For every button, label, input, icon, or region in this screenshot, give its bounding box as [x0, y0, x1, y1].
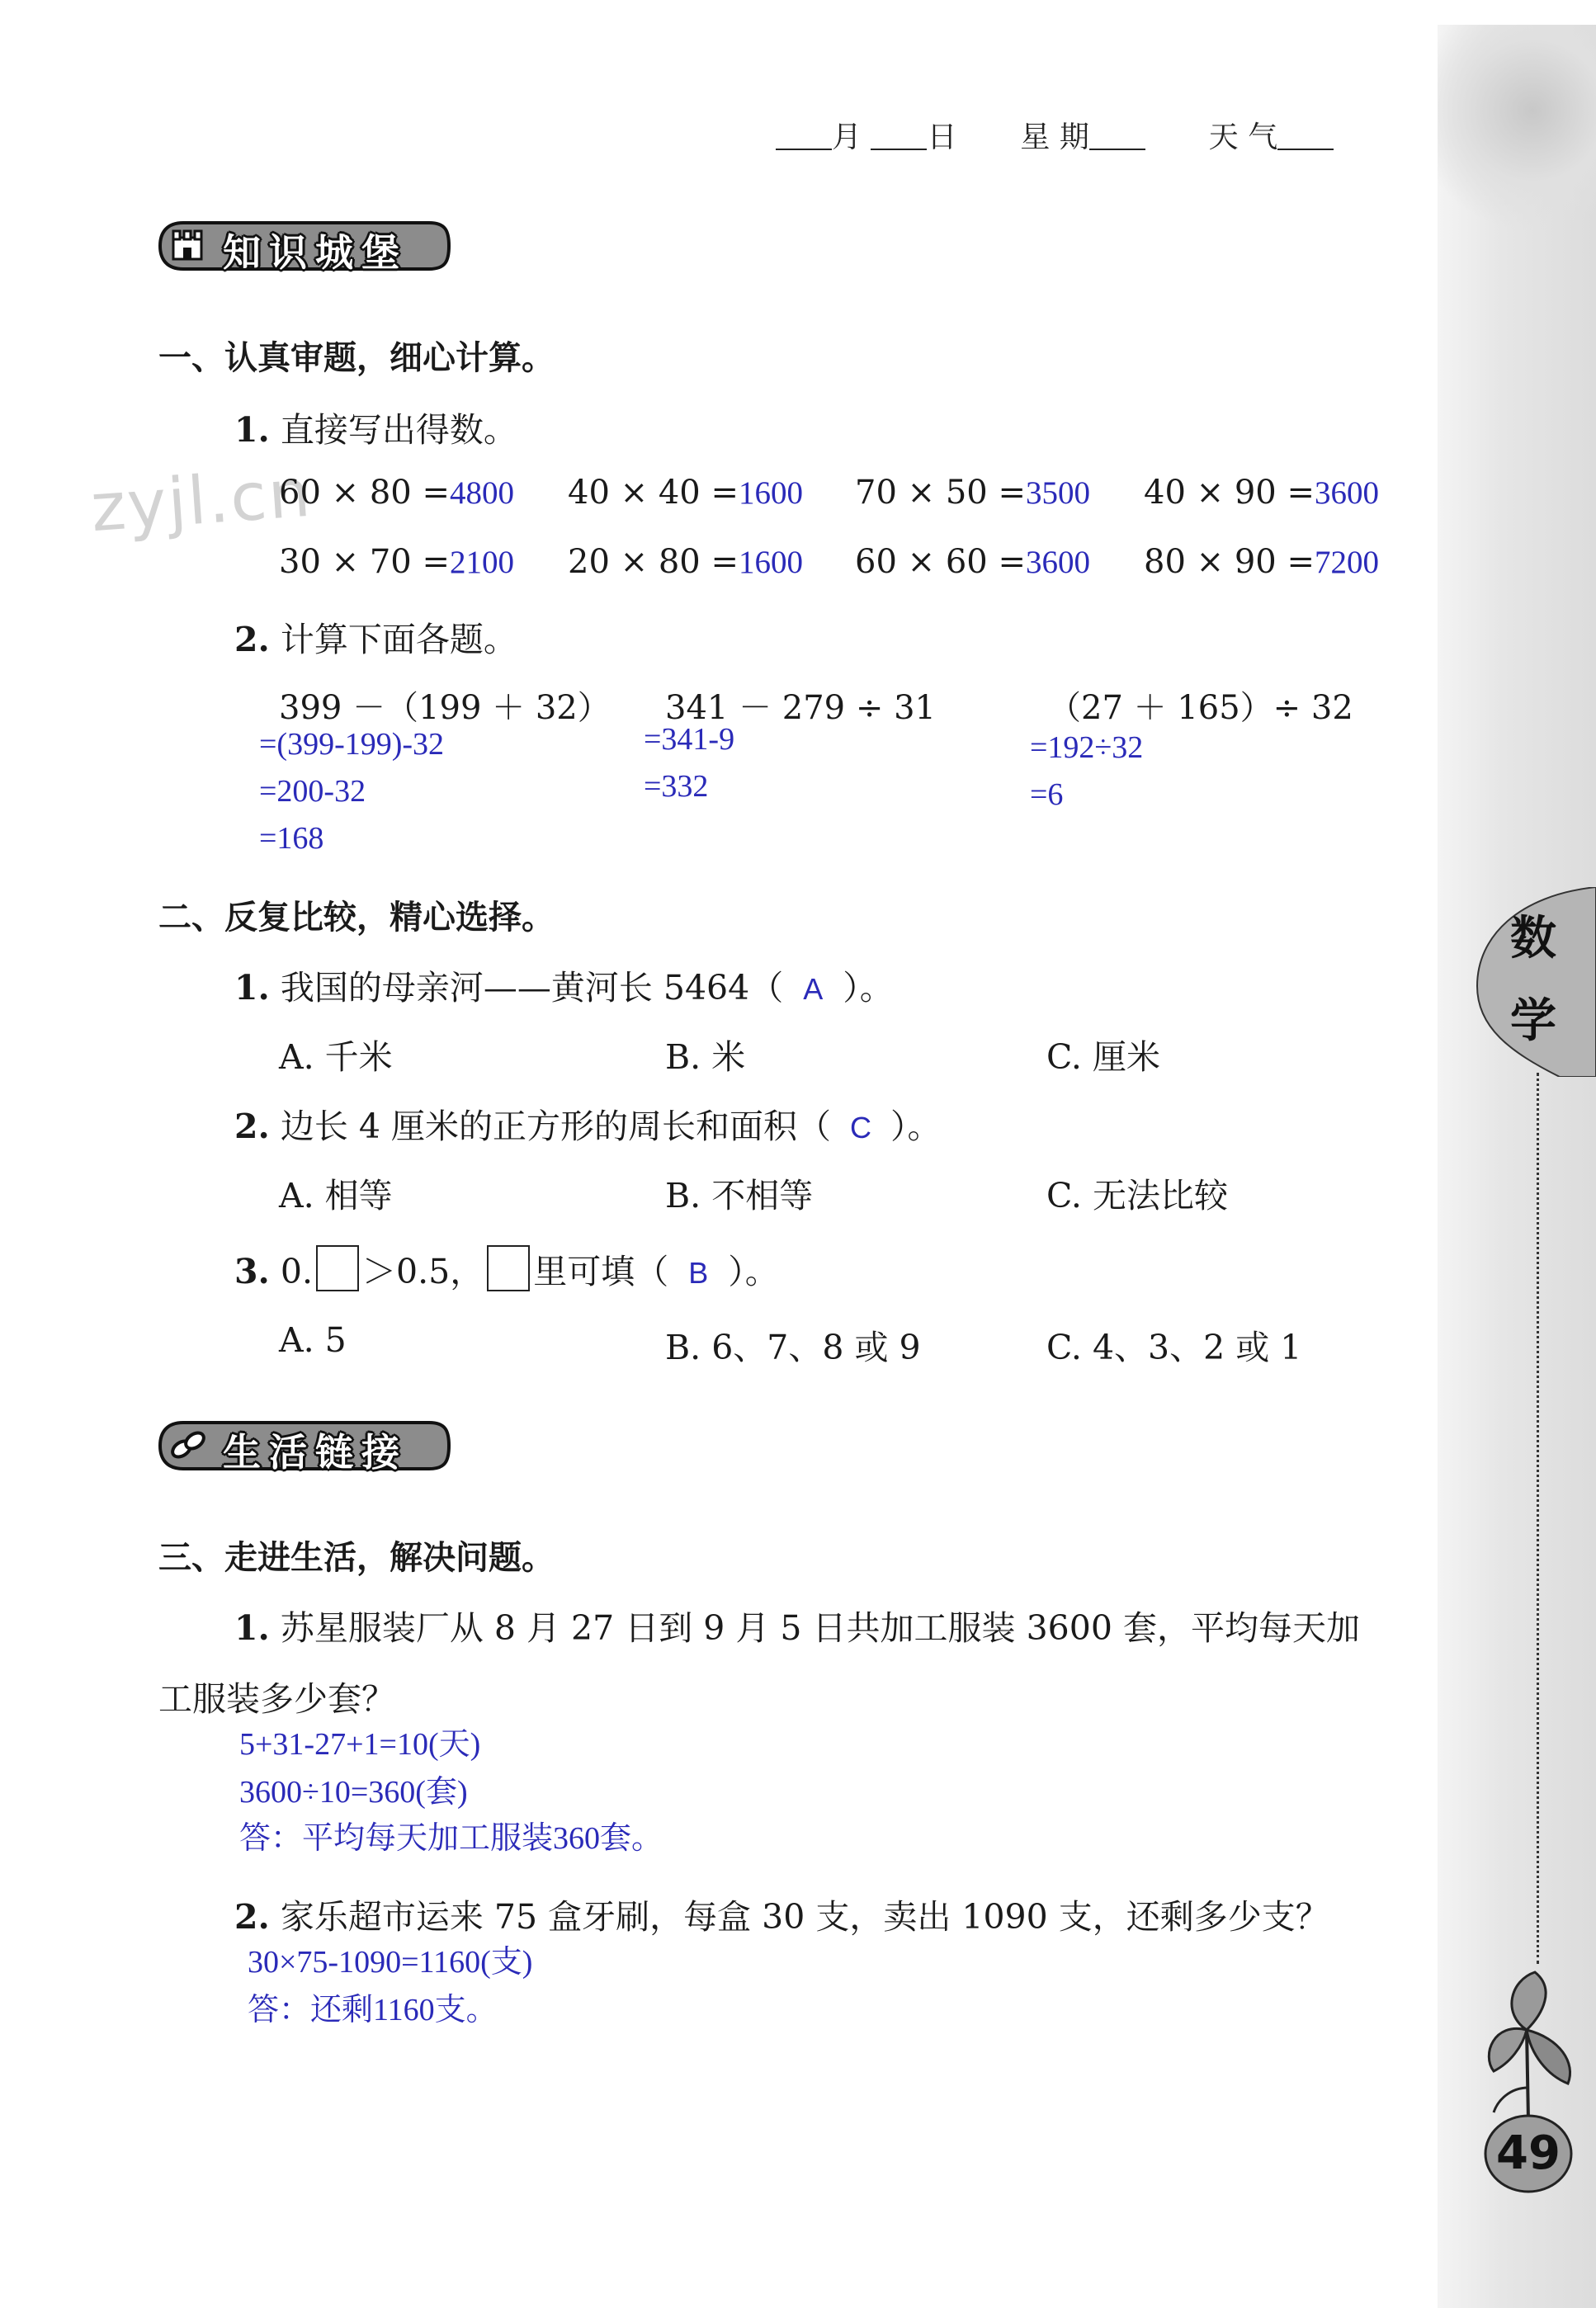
wp-answer-line: 3600÷10=360(套)	[239, 1775, 468, 1810]
word-problem-1	[234, 1601, 1360, 1650]
q2-step: =192÷32	[1030, 730, 1144, 765]
q1-title	[234, 403, 517, 451]
q2-step: =200-32	[259, 774, 366, 809]
day-label: 日	[927, 120, 957, 154]
mc-option: B. 不相等	[665, 1176, 814, 1215]
q1-expr: 30 × 70 =	[279, 543, 450, 581]
weekday-blank	[1089, 124, 1145, 150]
mc-number: 3.	[234, 1252, 270, 1291]
mc-stem: ＞0.5，	[361, 1252, 484, 1291]
weather-label: 天 气	[1208, 120, 1278, 154]
subject-char-1: 数	[1510, 912, 1556, 965]
watermark: zyjl.cn	[88, 454, 314, 547]
mc-number: 2.	[234, 1107, 270, 1146]
q1-item	[855, 543, 1090, 581]
part3-heading: 三、走进生活，解决问题。	[158, 1539, 555, 1577]
q1-number: 1.	[234, 410, 270, 450]
mc-option: C. 无法比较	[1046, 1176, 1228, 1215]
mc-tail: ）。	[843, 968, 894, 1008]
q1-answer: 2100	[449, 545, 514, 580]
mc-option: C. 厘米	[1046, 1037, 1160, 1077]
q1-text: 直接写出得数。	[280, 410, 517, 450]
q1-answer: 3500	[1025, 475, 1090, 511]
mc-option: A. 千米	[279, 1037, 393, 1077]
wp-number: 1.	[234, 1608, 270, 1648]
mc-option: C. 4、3、2 或 1	[1046, 1328, 1302, 1367]
q2-step: =341-9	[644, 722, 735, 757]
subject-char-2: 学	[1510, 994, 1556, 1048]
mc-answer: C	[850, 1111, 872, 1145]
wp-number: 2.	[234, 1897, 270, 1937]
wp-answer-line: 5+31-27+1=10(天)	[239, 1727, 481, 1762]
wp-answer-line: 答：还剩1160支。	[248, 1993, 498, 2027]
mc-number: 1.	[234, 968, 270, 1008]
q1-item	[855, 474, 1090, 512]
q1-answer: 3600	[1314, 475, 1379, 511]
q1-expr: 60 × 60 =	[855, 543, 1026, 581]
wp-stem: 苏星服装厂从 8 月 27 日到 9 月 5 日共加工服装 3600 套，平均每天加	[280, 1608, 1360, 1648]
q2-expr: 341 － 279 ÷ 31	[665, 689, 936, 727]
mc-question-2	[234, 1099, 942, 1148]
q2-step: =168	[259, 821, 324, 856]
part1-heading: 一、认真审题，细心计算。	[158, 339, 555, 377]
mc-stem: 0.	[280, 1252, 313, 1291]
q1-expr: 80 × 90 =	[1144, 543, 1315, 581]
q1-expr: 60 × 80 =	[279, 474, 450, 512]
mc-tail: ）。	[728, 1252, 779, 1291]
q1-item	[568, 474, 803, 512]
wp-answer-line: 30×75-1090=1160(支)	[248, 1945, 533, 1980]
wp-answer-line: 答：平均每天加工服装360套。	[239, 1821, 663, 1856]
q1-answer: 3600	[1025, 545, 1090, 580]
flower-icon	[1477, 1964, 1584, 2129]
wp-stem: 家乐超市运来 75 盒牙刷，每盒 30 支，卖出 1090 支，还剩多少支？	[280, 1897, 1329, 1937]
q1-expr: 20 × 80 =	[568, 543, 739, 581]
q1-item	[279, 543, 514, 581]
date-line	[776, 114, 1334, 156]
weather-blank	[1277, 124, 1334, 150]
q1-expr: 40 × 40 =	[568, 474, 739, 512]
page-number: 49	[1496, 2126, 1561, 2180]
knowledge-castle-banner	[157, 219, 454, 275]
banner-title: 生活链接	[223, 1430, 408, 1475]
q1-answer: 4800	[449, 475, 514, 511]
q1-answer: 7200	[1314, 545, 1379, 580]
q2-expr: 399 －（199 ＋ 32）	[279, 689, 611, 727]
word-problem-2	[234, 1890, 1329, 1938]
mc-question-3	[234, 1244, 779, 1293]
page-number-badge	[1483, 2112, 1574, 2195]
q1-item	[279, 474, 514, 512]
q1-answer: 1600	[738, 545, 803, 580]
q2-step: =332	[644, 769, 709, 804]
life-link-banner	[157, 1419, 454, 1475]
wp-stem-continued: 工服装多少套？	[158, 1679, 395, 1719]
weekday-label: 星 期	[1020, 120, 1089, 154]
side-ornament-art	[1438, 25, 1596, 239]
q1-expr: 40 × 90 =	[1144, 474, 1315, 512]
mc-option: B. 6、7、8 或 9	[665, 1328, 921, 1367]
banner-title: 知识城堡	[223, 230, 408, 275]
month-label: 月	[832, 120, 862, 154]
blank-box	[487, 1245, 530, 1291]
blank-box	[316, 1245, 359, 1291]
mc-option: B. 米	[665, 1037, 746, 1077]
q2-text: 计算下面各题。	[280, 620, 517, 659]
month-blank	[776, 124, 832, 150]
q1-item	[1144, 543, 1379, 581]
mc-question-1	[234, 960, 894, 1009]
castle-icon	[173, 231, 201, 259]
mc-stem: 边长 4 厘米的正方形的周长和面积（	[280, 1107, 832, 1146]
mc-stem: 我国的母亲河——黄河长 5464（	[280, 968, 784, 1008]
mc-answer: B	[688, 1256, 709, 1290]
q1-expr: 70 × 50 =	[855, 474, 1026, 512]
subject-tab	[1461, 887, 1596, 1077]
q2-expr: （27 ＋ 165）÷ 32	[1048, 689, 1353, 727]
q1-item	[1144, 474, 1379, 512]
mc-stem: 里可填（	[533, 1252, 669, 1291]
q2-step: =(399-199)-32	[259, 727, 445, 762]
mc-answer: A	[803, 972, 824, 1006]
mc-option: A. 5	[279, 1320, 347, 1360]
mc-tail: ）。	[890, 1107, 942, 1146]
q1-item	[568, 543, 803, 581]
q2-number: 2.	[234, 620, 270, 659]
mc-option: A. 相等	[279, 1176, 393, 1215]
q1-answer: 1600	[738, 475, 803, 511]
dotted-divider	[1537, 1073, 1539, 1964]
q2-step: =6	[1030, 777, 1064, 812]
q2-title	[234, 612, 517, 661]
part2-heading: 二、反复比较，精心选择。	[158, 899, 555, 937]
day-blank	[871, 124, 927, 150]
